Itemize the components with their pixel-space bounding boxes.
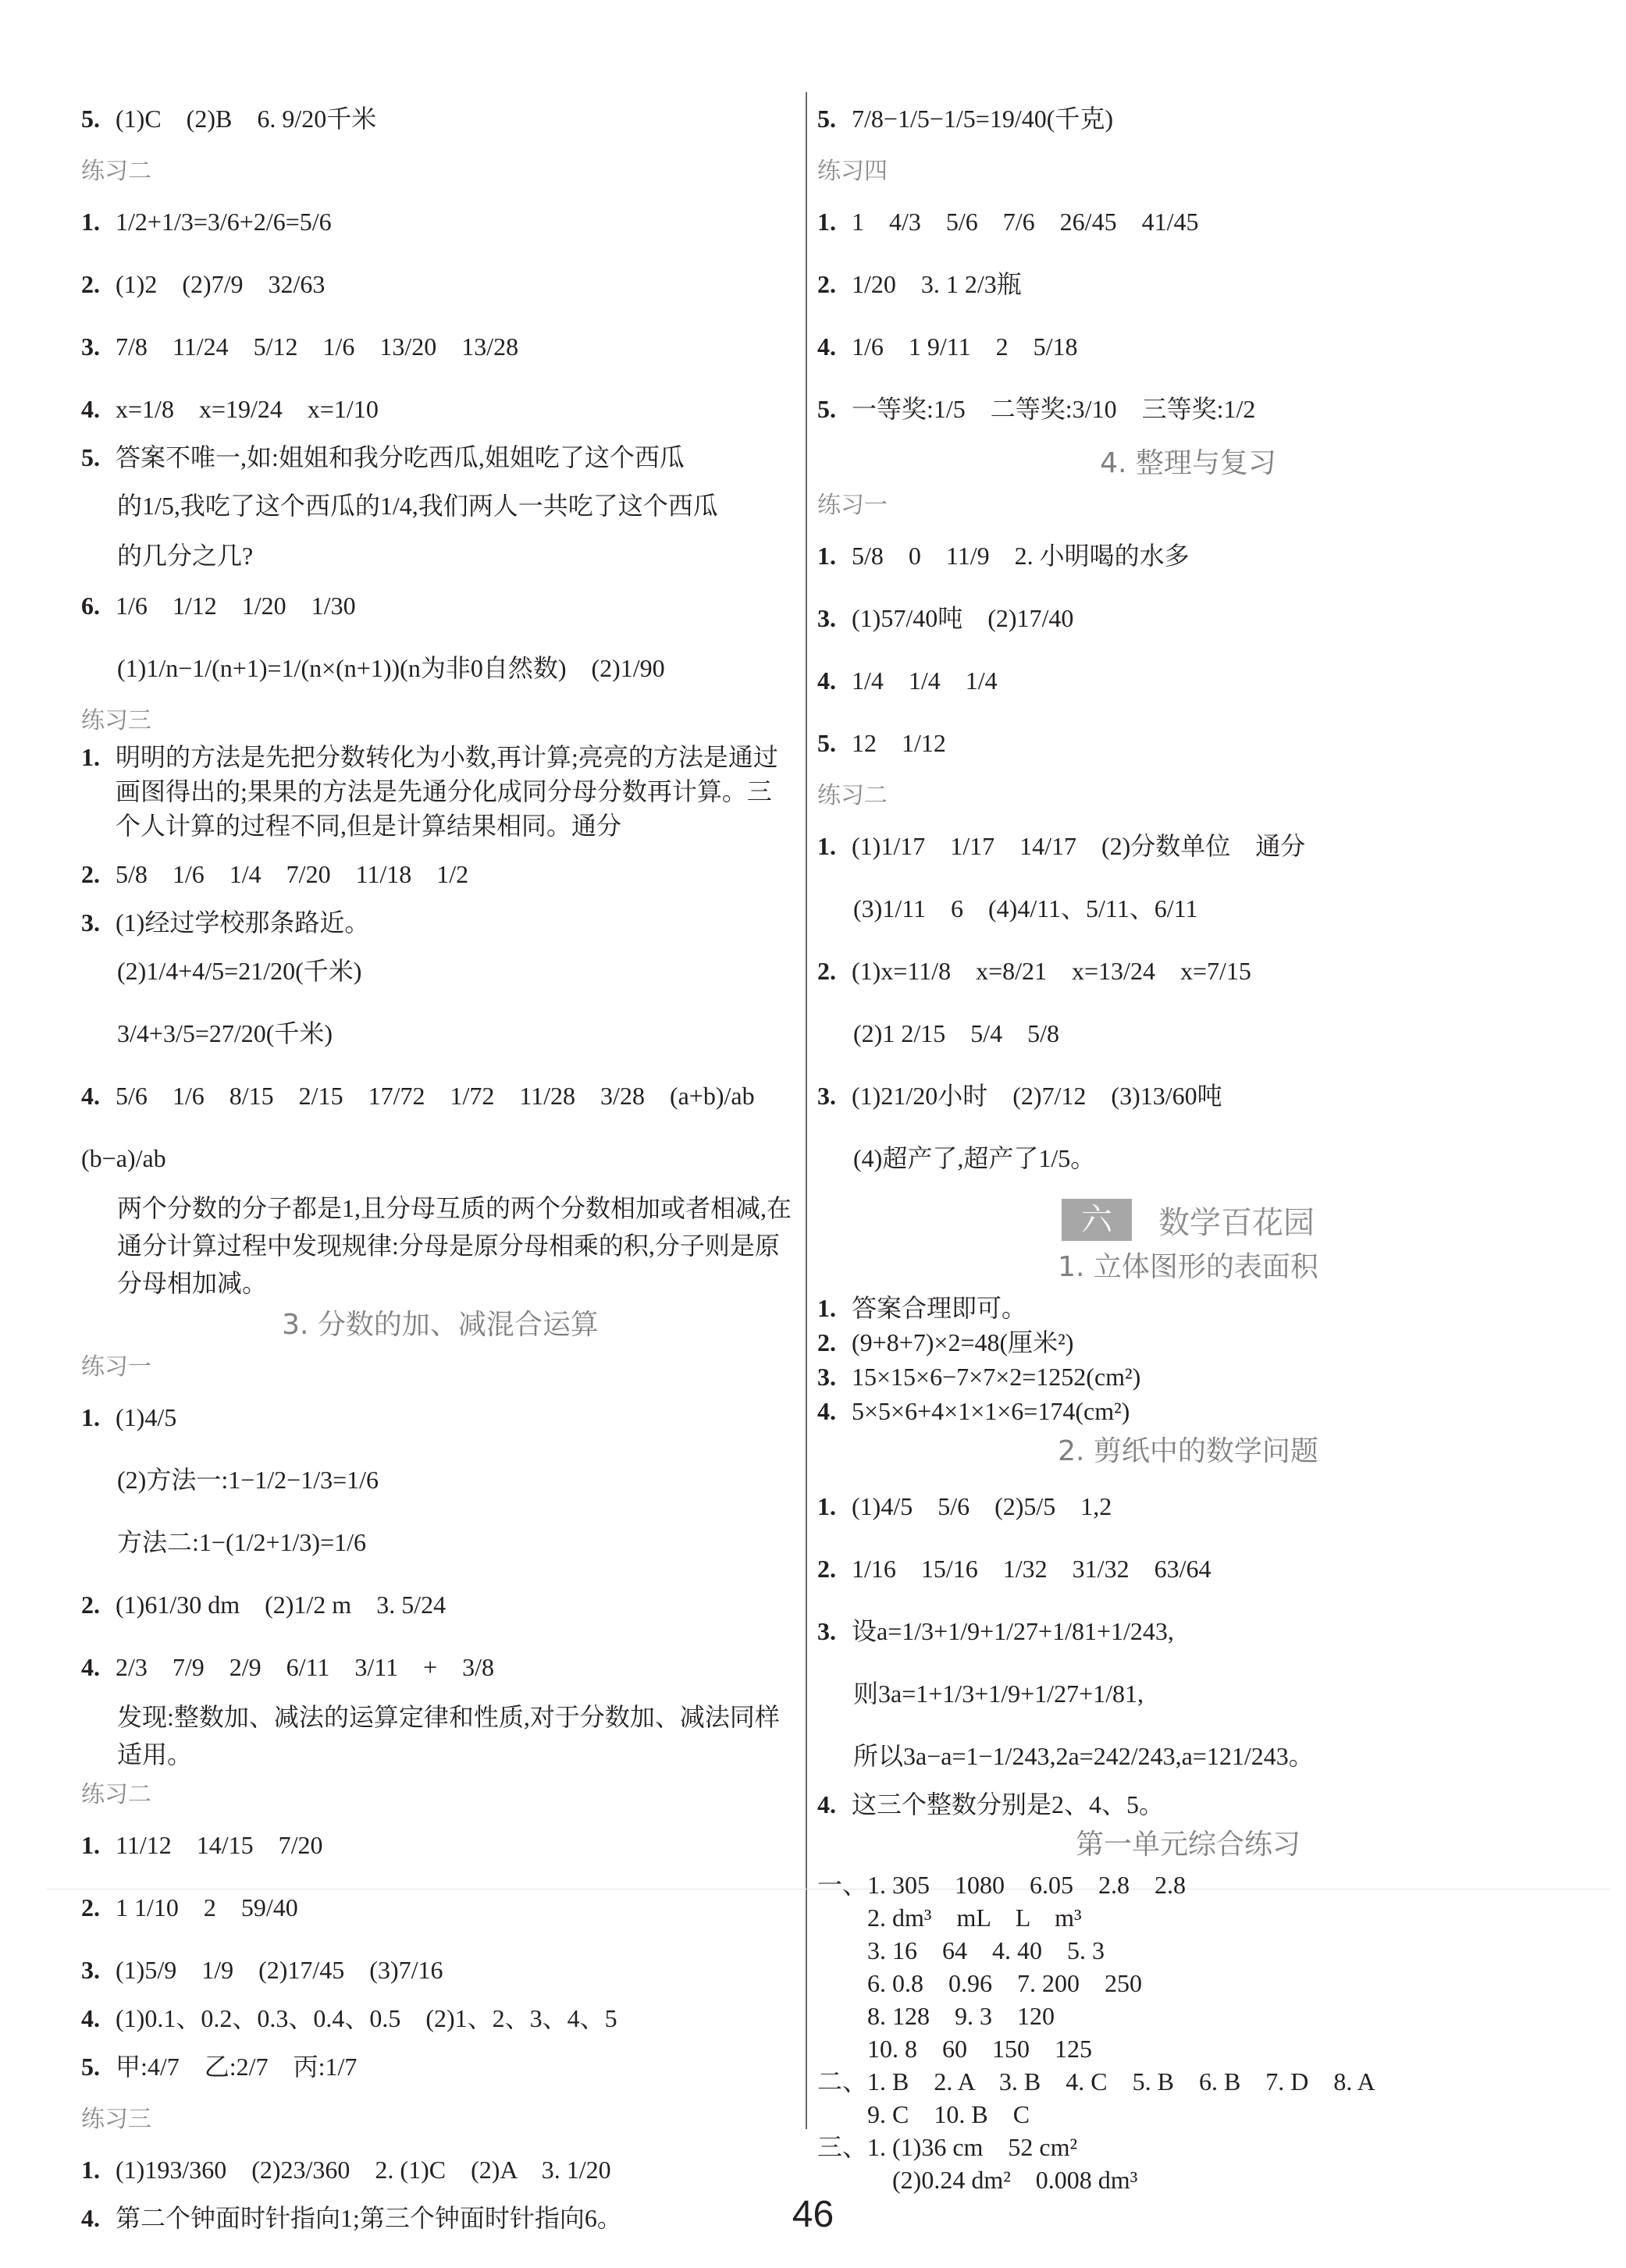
item-text: 明明的方法是先把分数转化为小数,再计算;亮亮的方法是通过画图得出的;果果的方法是先通分化成同分母分数再计算。三个人计算的过程不同,但是计算结果相同。通分 (116, 743, 778, 840)
answer-item (817, 378, 1559, 440)
answer-continuation: 的1/5,我吃了这个西瓜的1/4,我们两人一共吃了这个西瓜 (117, 492, 718, 520)
item-number: 4. (81, 1082, 100, 1110)
item-text: (1)经过学校那条路近。 (116, 908, 370, 937)
answer-continuation: 两个分数的分子都是1,且分母互质的两个分数相加或者相减,在通分计算过程中发现规律:分母是原分母相乘的积,分子则是原分母相加减。 (117, 1194, 792, 1297)
item-text: (1)61/30 dm (2)1/2 m 3. 5/24 (116, 1591, 447, 1619)
item-number: 2. (81, 1591, 100, 1619)
item-text: 1 4/3 5/6 7/6 26/45 41/45 (852, 208, 1199, 236)
item-text: 5×5×6+4×1×1×6=174(cm²) (852, 1397, 1130, 1425)
answer-item (81, 740, 799, 843)
review-answer-line: 三、1. (1)36 cm 52 cm² (817, 2133, 1078, 2161)
review-answer-line: (2)0.24 dm² 0.008 dm³ (817, 2166, 1138, 2194)
review-answer-line: 一、1. 305 1080 6.05 2.8 2.8 (817, 1871, 1187, 1899)
answer-item (81, 1876, 799, 1939)
answer-continuation: (2)方法一:1−1/2−1/3=1/6 (117, 1466, 379, 1494)
answer-item (817, 87, 1559, 150)
exercise-heading: 练习二 (817, 783, 888, 809)
section-title: 2. 剪纸中的数学问题 (1058, 1435, 1318, 1467)
answer-item (81, 1386, 799, 1449)
item-text: 1 1/10 2 59/40 (116, 1893, 298, 1921)
item-number: 3. (817, 1082, 836, 1110)
answer-item (81, 87, 799, 150)
item-text: (1)x=11/8 x=8/21 x=13/24 x=7/15 (852, 957, 1251, 985)
answer-item (817, 315, 1559, 378)
item-text: 5/8 0 11/9 2. 小明喝的水多 (852, 542, 1190, 570)
item-text: 甲:4/7 乙:2/7 丙:1/7 (116, 2053, 358, 2081)
item-text: 1/6 1/12 1/20 1/30 (116, 592, 356, 620)
item-text: (1)4/5 5/6 (2)5/5 1,2 (852, 1492, 1112, 1520)
answer-item (817, 1475, 1559, 1537)
answer-item (817, 253, 1559, 315)
item-number: 5. (81, 105, 100, 133)
answer-item (81, 1939, 799, 2001)
answer-item (81, 2035, 799, 2098)
answer-item (817, 1360, 1559, 1394)
answer-item (81, 1636, 799, 1698)
exercise-heading: 练习三 (81, 708, 151, 734)
item-number: 1. (81, 743, 100, 771)
left-column (81, 87, 799, 2235)
column-divider (806, 92, 807, 2129)
item-number: 3. (81, 908, 100, 937)
answer-continuation: (3)1/11 6 (4)4/11、5/11、6/11 (853, 894, 1198, 922)
item-text: 1/20 3. 1 2/3瓶 (852, 270, 1022, 298)
answer-continuation: 3/4+3/5=27/20(千米) (117, 1019, 333, 1047)
item-number: 2. (81, 270, 100, 298)
answer-item (817, 649, 1559, 712)
item-number: 4. (81, 1653, 100, 1681)
item-text: (1)193/360 (2)23/360 2. (1)C (2)A 3. 1/20 (116, 2156, 611, 2184)
right-column (817, 87, 1559, 2196)
exercise-heading: 练习四 (817, 158, 888, 184)
item-number: 1. (817, 542, 836, 570)
item-text: 7/8−1/5−1/5=19/40(千克) (852, 105, 1114, 133)
section-title: 3. 分数的加、减混合运算 (282, 1309, 599, 1341)
answer-item (817, 1537, 1559, 1600)
item-text: 7/8 11/24 5/12 1/6 13/20 13/28 (116, 332, 519, 361)
answer-item (81, 905, 799, 940)
answer-continuation: 方法二:1−(1/2+1/3)=1/6 (117, 1528, 367, 1556)
unit-badge: 六 (1062, 1199, 1132, 1241)
item-number: 3. (817, 1617, 836, 1645)
item-number: 4. (817, 1790, 836, 1818)
item-text: 这三个整数分别是2、4、5。 (852, 1790, 1165, 1818)
answer-item (81, 253, 799, 315)
item-text: (1)21/20小时 (2)7/12 (3)13/60吨 (852, 1082, 1222, 1110)
answer-item (81, 843, 799, 905)
exercise-heading: 练习二 (81, 1782, 151, 1808)
unit-header (817, 1196, 1559, 1244)
item-number: 4. (817, 1397, 836, 1425)
item-text: 答案不唯一,如:姐姐和我分吃西瓜,姐姐吃了这个西瓜 (116, 443, 685, 471)
item-number: 1. (817, 832, 836, 860)
item-number: 2. (817, 270, 836, 298)
item-number: 3. (817, 604, 836, 632)
item-number: 2. (817, 1328, 836, 1356)
item-text: 2/3 7/9 2/9 6/11 3/11 + 3/8 (116, 1653, 495, 1681)
answer-continuation: 发现:整数加、减法的运算定律和性质,对于分数加、减法同样适用。 (117, 1703, 780, 1769)
page-number: 46 (792, 2194, 834, 2235)
item-text: (1)4/5 (116, 1403, 177, 1431)
answer-continuation: 所以3a−a=1−1/243,2a=242/243,a=121/243。 (853, 1742, 1314, 1770)
item-number: 5. (81, 2053, 100, 2081)
exercise-heading: 练习二 (81, 158, 151, 184)
item-text: 15×15×6−7×7×2=1252(cm²) (852, 1363, 1141, 1391)
answer-item (81, 2001, 799, 2035)
item-number: 5. (817, 729, 836, 757)
item-text: 1/4 1/4 1/4 (852, 667, 998, 695)
answer-continuation: (1)1/n−1/(n+1)=1/(n×(n+1))(n为非0自然数) (2)1/90 (117, 654, 665, 682)
review-answer-line: 二、1. B 2. A 3. B 4. C 5. B 6. B 7. D 8. A (817, 2067, 1375, 2096)
answer-continuation: 的几分之几? (117, 542, 254, 570)
answer-item (817, 712, 1559, 774)
answer-item (81, 1065, 799, 1189)
item-number: 6. (81, 592, 100, 620)
item-text: 11/12 14/15 7/20 (116, 1831, 323, 1859)
item-number: 1. (81, 1831, 100, 1859)
answer-item (817, 940, 1559, 1002)
item-text: 第二个钟面时针指向1;第三个钟面时针指向6。 (116, 2204, 622, 2232)
answer-item (81, 1814, 799, 1876)
answer-item (81, 315, 799, 378)
answer-continuation: (2)1 2/15 5/4 5/8 (853, 1019, 1059, 1047)
item-text: 1/2+1/3=3/6+2/6=5/6 (116, 208, 332, 236)
item-text: (1)C (2)B 6. 9/20千米 (116, 105, 377, 133)
answer-continuation: (2)1/4+4/5=21/20(千米) (117, 957, 362, 985)
section-title: 4. 整理与复习 (1100, 447, 1276, 479)
item-number: 5. (81, 443, 100, 471)
answer-item (817, 190, 1559, 253)
answer-item (817, 1065, 1559, 1127)
section-title: 1. 立体图形的表面积 (1058, 1251, 1318, 1283)
item-number: 3. (81, 332, 100, 361)
item-text: (1)1/17 1/17 14/17 (2)分数单位 通分 (852, 832, 1306, 860)
item-number: 1. (81, 2156, 100, 2184)
item-number: 4. (817, 667, 836, 695)
answer-item (817, 1291, 1559, 1325)
answer-item (81, 1573, 799, 1636)
answer-item (81, 440, 799, 475)
review-answer-line: 6. 0.8 0.96 7. 200 250 (817, 1969, 1143, 1997)
answer-item (817, 1600, 1559, 1662)
item-text: 一等奖:1/5 二等奖:3/10 三等奖:1/2 (852, 395, 1256, 423)
item-number: 3. (81, 1956, 100, 1984)
answer-item (81, 190, 799, 253)
item-number: 1. (817, 208, 836, 236)
item-number: 5. (817, 395, 836, 423)
item-text: 5/6 1/6 8/15 2/15 17/72 1/72 11/28 3/28 (a+b)/ab (b−a)/ab (81, 1082, 780, 1172)
item-text: 答案合理即可。 (852, 1294, 1027, 1322)
item-number: 4. (81, 2204, 100, 2232)
item-number: 4. (81, 395, 100, 423)
item-text: 5/8 1/6 1/4 7/20 11/18 1/2 (116, 860, 469, 888)
section-title: 第一单元综合练习 (1075, 1829, 1300, 1861)
item-number: 1. (817, 1492, 836, 1520)
review-answer-line: 2. dm³ mL L m³ (817, 1904, 1082, 1932)
item-number: 2. (817, 1555, 836, 1583)
item-text: (1)0.1、0.2、0.3、0.4、0.5 (2)1、2、3、4、5 (116, 2004, 617, 2032)
item-number: 5. (817, 105, 836, 133)
review-answer-line: 9. C 10. B C (817, 2100, 1030, 2128)
answer-item (81, 574, 799, 637)
item-text: 1/16 15/16 1/32 31/32 63/64 (852, 1555, 1211, 1583)
answer-continuation: (4)超产了,超产了1/5。 (853, 1144, 1096, 1172)
item-number: 1. (81, 208, 100, 236)
answer-item (81, 2138, 799, 2201)
item-number: 3. (817, 1363, 836, 1391)
item-number: 1. (81, 1403, 100, 1431)
exercise-heading: 练习三 (81, 2106, 151, 2132)
answer-item (817, 815, 1559, 877)
item-text: x=1/8 x=19/24 x=1/10 (116, 395, 379, 423)
item-text: (9+8+7)×2=48(厘米²) (852, 1328, 1074, 1356)
review-answer-line: 3. 16 64 4. 40 5. 3 (817, 1936, 1105, 1964)
item-number: 2. (817, 957, 836, 985)
exercise-heading: 练习一 (817, 492, 888, 518)
item-number: 4. (817, 332, 836, 361)
answer-item (817, 1325, 1559, 1360)
item-number: 2. (81, 1893, 100, 1921)
item-text: (1)2 (2)7/9 32/63 (116, 270, 326, 298)
item-number: 4. (81, 2004, 100, 2032)
item-text: 1/6 1 9/11 2 5/18 (852, 332, 1078, 361)
unit-title: 数学百花园 (1158, 1204, 1315, 1241)
exercise-heading: 练习一 (81, 1354, 151, 1380)
review-answer-line: 10. 8 60 150 125 (817, 2035, 1093, 2063)
answer-item (817, 587, 1559, 649)
item-number: 2. (81, 860, 100, 888)
answer-continuation: 则3a=1+1/3+1/9+1/27+1/81, (853, 1680, 1144, 1708)
answer-item (817, 1787, 1559, 1822)
item-text: (1)5/9 1/9 (2)17/45 (3)7/16 (116, 1956, 443, 1984)
review-answer-line: 8. 128 9. 3 120 (817, 2002, 1055, 2030)
item-text: 12 1/12 (852, 729, 946, 757)
answer-item (81, 378, 799, 440)
item-number: 1. (817, 1294, 836, 1322)
answer-item (817, 524, 1559, 587)
answer-item (817, 1394, 1559, 1428)
item-text: 设a=1/3+1/9+1/27+1/81+1/243, (852, 1617, 1174, 1645)
item-text: (1)57/40吨 (2)17/40 (852, 604, 1074, 632)
